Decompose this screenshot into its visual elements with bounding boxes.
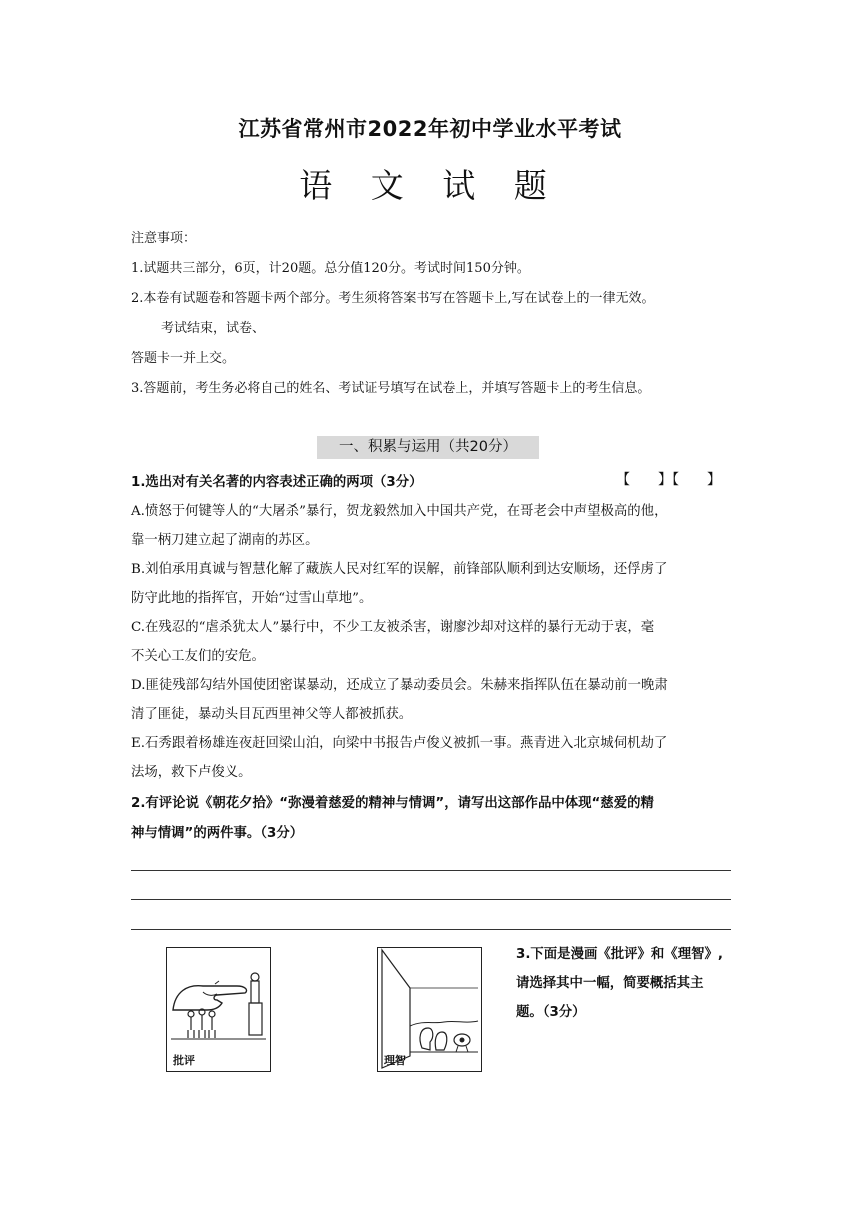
- exam-title: 江苏省常州市2022年初中学业水平考试: [238, 117, 622, 141]
- notes-line-2c: 答题卡一并上交。: [131, 351, 236, 366]
- cartoon-criticism-image: [166, 947, 271, 1072]
- q1-option-c-line2: 不关心工友们的安危。: [131, 649, 265, 664]
- q1-stem: 1.选出对有关名著的内容表述正确的两项（3分）: [131, 475, 423, 490]
- q3-stem-line3: 题。（3分）: [516, 1005, 586, 1020]
- cartoon-reason-image: [377, 947, 482, 1072]
- cartoon-reason-caption: 理智: [384, 1054, 406, 1067]
- q1-answer-brackets: 【 】【 】: [616, 472, 721, 488]
- notes-line-2: 2.本卷有试题卷和答题卡两个部分。考生须将答案书写在答题卡上,写在试卷上的一律无效。: [131, 291, 655, 306]
- answer-line: [131, 899, 731, 900]
- q3-stem-line1: 3.下面是漫画《批评》和《理智》,: [516, 947, 723, 962]
- q2-stem-line1: 2.有评论说《朝花夕拾》“弥漫着慈爱的精神与情调”，请写出这部作品中体现“慈爱的精: [131, 796, 654, 811]
- section-1-heading: 一、积累与运用（共20分）: [317, 436, 539, 459]
- q1-option-e-line1: E.石秀跟着杨雄连夜赶回梁山泊，向梁中书报告卢俊义被抓一事。燕青进入北京城伺机劫了: [131, 736, 668, 751]
- notes-line-3: 3.答题前，考生务必将自己的姓名、考试证号填写在试卷上，并填写答题卡上的考生信息。: [131, 381, 651, 396]
- q1-option-d-line1: D.匪徒残部勾结外国使团密谋暴动，还成立了暴动委员会。朱赫来指挥队伍在暴动前一晚肃: [131, 678, 668, 693]
- answer-line: [131, 929, 731, 930]
- notes-heading: 注意事项：: [131, 231, 197, 246]
- q1-option-e-line2: 法场，救下卢俊义。: [131, 765, 252, 780]
- notes-line-1: 1.试题共三部分，6页，计20题。总分值120分。考试时间150分钟。: [131, 261, 530, 276]
- q1-option-b-line1: B.刘伯承用真诚与智慧化解了藏族人民对红军的误解，前锋部队顺利到达安顺场，还俘虏了: [131, 562, 668, 577]
- cartoon-criticism-caption: 批评: [173, 1054, 195, 1067]
- q3-stem-line2: 请选择其中一幅，简要概括其主: [516, 976, 704, 991]
- q2-stem-line2: 神与情调”的两件事。（3分）: [131, 826, 304, 841]
- notes-line-2b: 考试结束，试卷、: [161, 321, 266, 336]
- q1-option-c-line1: C.在残忍的“虐杀犹太人”暴行中，不少工友被杀害，谢廖沙却对这样的暴行无动于衷，毫: [131, 620, 655, 635]
- q1-option-d-line2: 清了匪徒，暴动头目瓦西里神父等人都被抓获。: [131, 707, 413, 722]
- answer-line: [131, 870, 731, 871]
- subject-title: 语 文 试 题: [299, 166, 561, 205]
- q1-option-b-line2: 防守此地的指挥官，开始“过雪山草地”。: [131, 591, 373, 606]
- q1-option-a-line2: 靠一柄刀建立起了湖南的苏区。: [131, 533, 319, 548]
- q1-option-a-line1: A.愤怒于何键等人的“大屠杀”暴行，贺龙毅然加入中国共产党，在哥老会中声望极高的他，: [131, 504, 668, 519]
